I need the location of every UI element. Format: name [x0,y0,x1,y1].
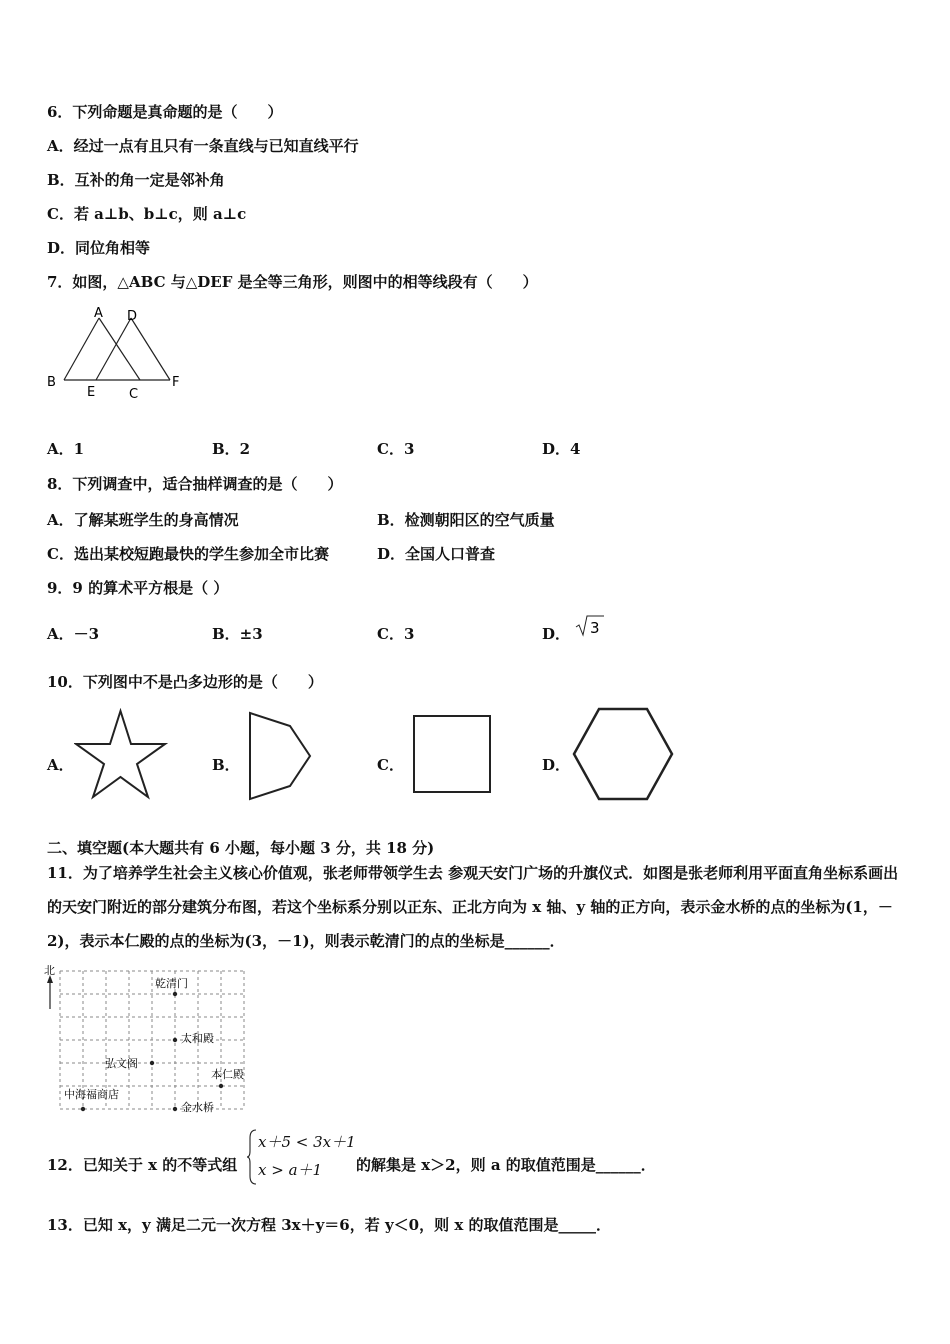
q11-text: 11．为了培养学生社会主义核心价值观，张老师带领学生去 参观天安门广场的升旗仪式．如图是张老师利用平面直角坐标系画出的天安门附近的部分建筑分布图，若这个坐标系分别以正东、正北方向为 x 轴、y 轴的正方向，表示金水桥的点的坐标为(1，－2)，表示本仁殿的点的坐标为(3，－1)，则表示乾清门的点的坐标是______． [47,864,899,950]
label-C: C [129,387,139,402]
label-E: E [87,385,96,400]
q8-option-d: D．全国人口普查 [377,545,496,563]
q9-option-a: A．－3 [47,625,100,643]
hexagon-shape-icon [570,706,676,802]
q6-option-b: B．互补的角一定是邻补角 [47,171,225,189]
q6-option-d: D．同位角相等 [47,239,151,257]
label-A: A [94,306,103,321]
label-B: B [47,375,56,390]
q8-stem: 8．下列调查中，适合抽样调查的是（ ） [47,475,343,493]
q10-option-a: A． [47,756,74,774]
label-D: D [127,309,138,324]
q12-inequality-1: x＋5 < 3x＋1 [258,1133,356,1151]
q12-brace [246,1128,258,1186]
q8-option-c: C．选出某校短跑最快的学生参加全市比赛 [47,545,329,563]
q10-option-d: D． [542,756,571,774]
q10-stem: 10．下列图中不是凸多边形的是（ ） [47,673,323,691]
q7-option-b: B．2 [212,440,251,458]
square-shape-icon [410,712,494,796]
sqrt-radicand: 3 [590,619,600,637]
q8-option-b: B．检测朝阳区的空气质量 [377,511,555,529]
q7-option-a: A．1 [47,440,85,458]
q7-option-d: D．4 [542,440,581,458]
label-F: F [172,375,180,390]
q11-coordinate-map [42,965,258,1115]
sqrt-3-expression [574,613,606,639]
q10-option-b: B． [212,756,240,774]
q6-option-c: C．若 a⊥b、b⊥c，则 a⊥c [47,205,247,223]
section-2-title: 二、填空题(本大题共有 6 小题，每小题 3 分，共 18 分) [47,839,435,857]
q12-prefix: 12．已知关于 x 的不等式组 [47,1156,238,1174]
pentagon-shape-icon [246,710,316,802]
q8-option-a: A．了解某班学生的身高情况 [47,511,239,529]
hongwenge-label: 弘文阁 [105,1057,138,1070]
q10-option-c: C． [377,756,404,774]
q6-option-a: A．经过一点有且只有一条直线与已知直线平行 [47,137,359,155]
q9-option-d: D． [542,625,571,643]
star-shape-icon [74,708,168,802]
q12-inequality-2: x > a＋1 [258,1161,323,1179]
q13-text: 13．已知 x，y 满足二元一次方程 3x＋y＝6，若 y＜0，则 x 的取值范围是_____． [47,1216,611,1234]
q9-option-c: C．3 [377,625,415,643]
benrendian-label: 本仁殿 [211,1068,244,1081]
qianqingmen-label: 乾清门 [155,977,188,990]
jinshuiqiao-label: 金水桥 [181,1101,214,1114]
north-label: 北 [44,965,55,977]
zhonghai-label: 中海福商店 [64,1088,119,1101]
q6-stem: 6．下列命题是真命题的是（ ） [47,103,283,121]
q9-stem: 9．9 的算术平方根是（ ） [47,579,229,597]
taihedian-label: 太和殿 [181,1032,214,1045]
q12-suffix: 的解集是 x＞2，则 a 的取值范围是______． [356,1156,656,1174]
q7-stem: 7．如图，△ABC 与△DEF 是全等三角形，则图中的相等线段有（ ） [47,273,538,291]
q9-option-b: B．±3 [212,625,263,643]
q7-option-c: C．3 [377,440,415,458]
q7-triangles-figure [44,304,194,404]
